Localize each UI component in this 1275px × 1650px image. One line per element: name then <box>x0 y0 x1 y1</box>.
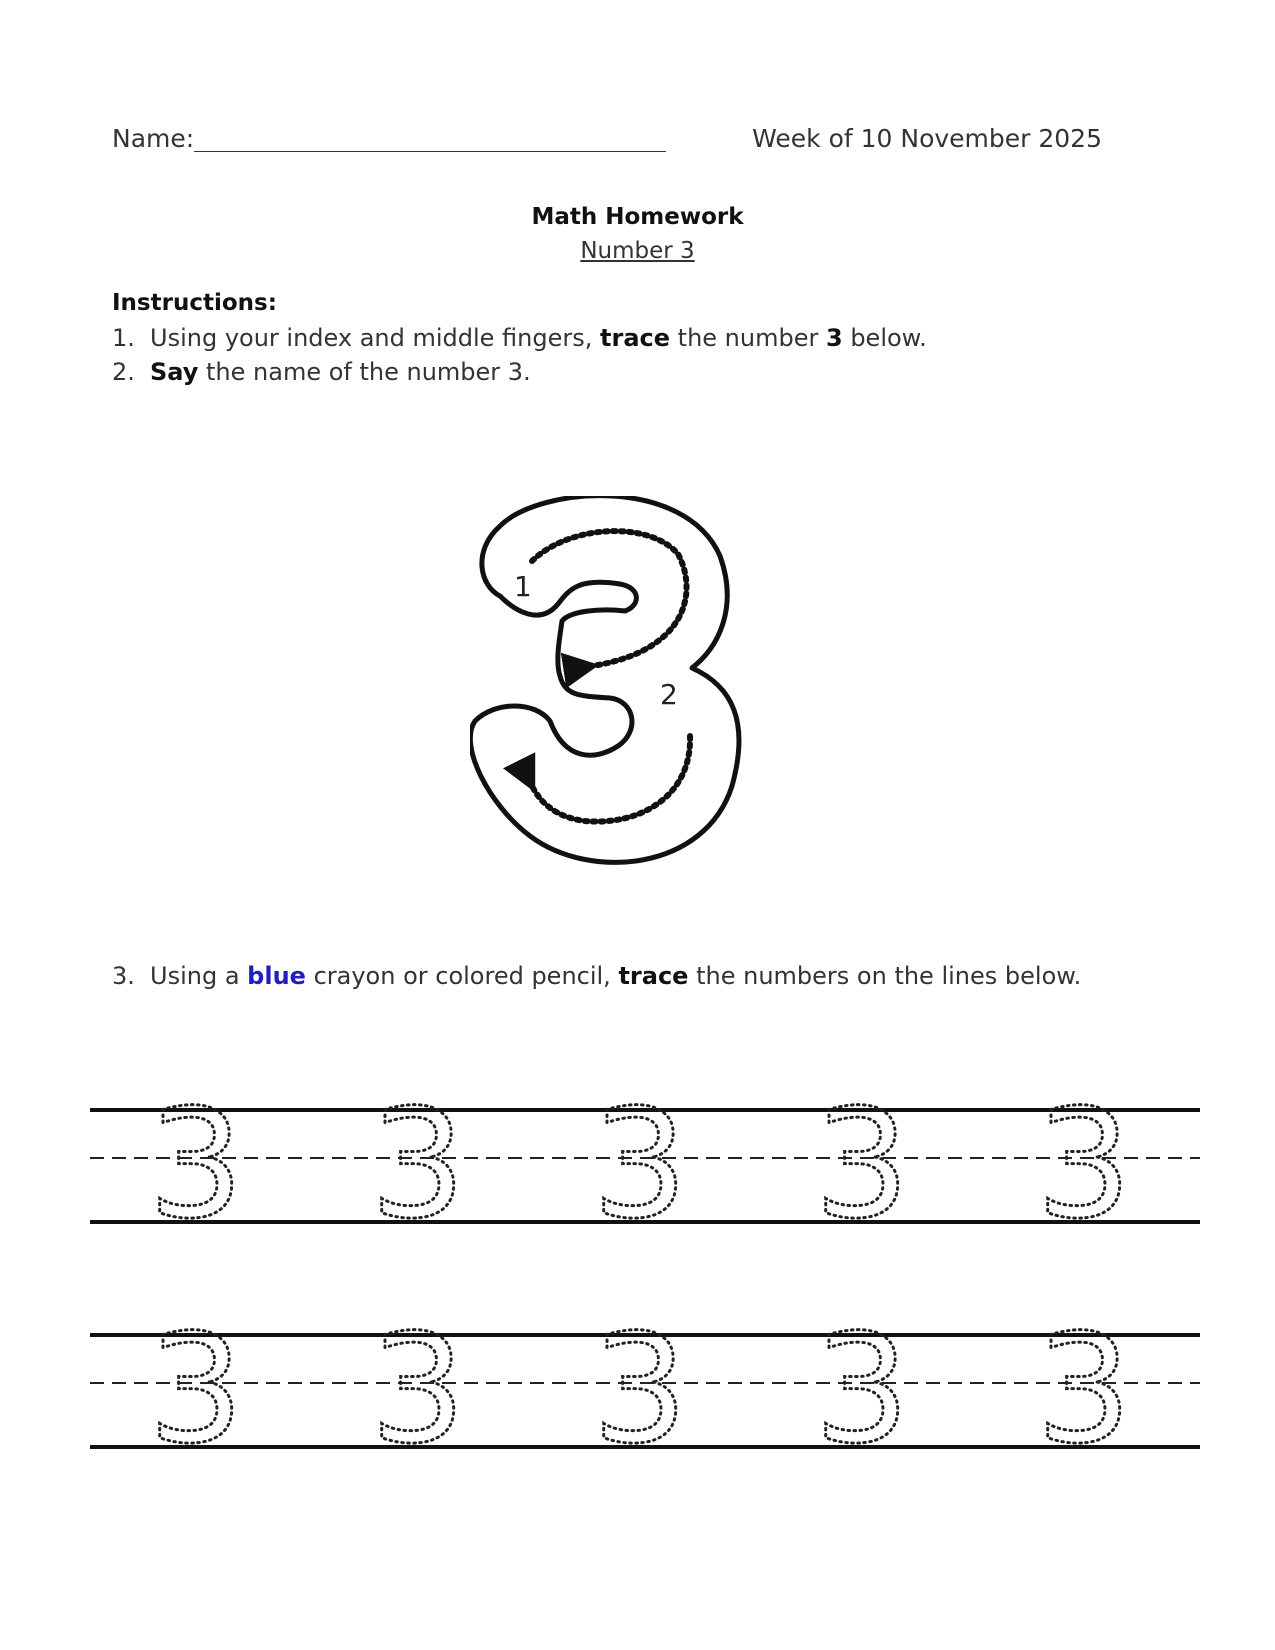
instruction-text: Using a <box>150 962 248 990</box>
header-row <box>112 124 1102 160</box>
instruction-text: below. <box>842 324 927 352</box>
tracing-digit[interactable]: 3 <box>592 1303 688 1477</box>
tracing-digit[interactable]: 3 <box>814 1078 910 1252</box>
instruction-text: Using your index and middle fingers, <box>150 324 601 352</box>
page-title: Math Homework <box>531 204 744 230</box>
tracing-digit[interactable]: 3 <box>814 1303 910 1477</box>
tracing-digit[interactable]: 3 <box>370 1078 466 1252</box>
instruction-emphasis: 3 <box>825 324 843 352</box>
instruction-1 <box>112 324 927 352</box>
instruction-text: crayon or colored pencil, <box>305 962 619 990</box>
instruction-number: 1. <box>112 324 135 352</box>
tracing-digit[interactable]: 3 <box>592 1078 688 1252</box>
three-outline <box>470 496 739 862</box>
instruction-color-word: blue <box>247 962 306 990</box>
instruction-3 <box>112 962 1081 990</box>
tracing-figure-three[interactable] <box>470 496 790 906</box>
tracing-digit[interactable]: 3 <box>1036 1303 1132 1477</box>
instruction-emphasis: Say <box>150 358 199 386</box>
name-blank-line[interactable] <box>194 151 666 152</box>
tracing-digit[interactable]: 3 <box>148 1078 244 1252</box>
subtitle-wrap <box>0 238 1275 264</box>
stroke-1-path <box>532 531 687 666</box>
stroke-label-2: 2 <box>660 678 678 711</box>
instruction-emphasis: trace <box>600 324 671 352</box>
page-subtitle: Number 3 <box>580 238 695 264</box>
week-label: Week of 10 November 2025 <box>752 124 1102 153</box>
tracing-digit[interactable]: 3 <box>148 1303 244 1477</box>
practice-row[interactable] <box>90 1078 1200 1252</box>
tracing-digit[interactable]: 3 <box>1036 1078 1132 1252</box>
tracing-digit[interactable]: 3 <box>370 1303 466 1477</box>
instruction-emphasis: trace <box>618 962 689 990</box>
instruction-number: 2. <box>112 358 135 386</box>
instruction-text: the numbers on the lines below. <box>688 962 1082 990</box>
stroke-label-1: 1 <box>514 570 532 603</box>
instruction-number: 3. <box>112 962 135 990</box>
practice-row[interactable] <box>90 1303 1200 1477</box>
instruction-2 <box>112 358 531 386</box>
instruction-text: the number <box>670 324 826 352</box>
instructions-heading: Instructions: <box>112 290 277 316</box>
instruction-text: the name of the number 3. <box>198 358 531 386</box>
name-label: Name: <box>112 124 195 153</box>
